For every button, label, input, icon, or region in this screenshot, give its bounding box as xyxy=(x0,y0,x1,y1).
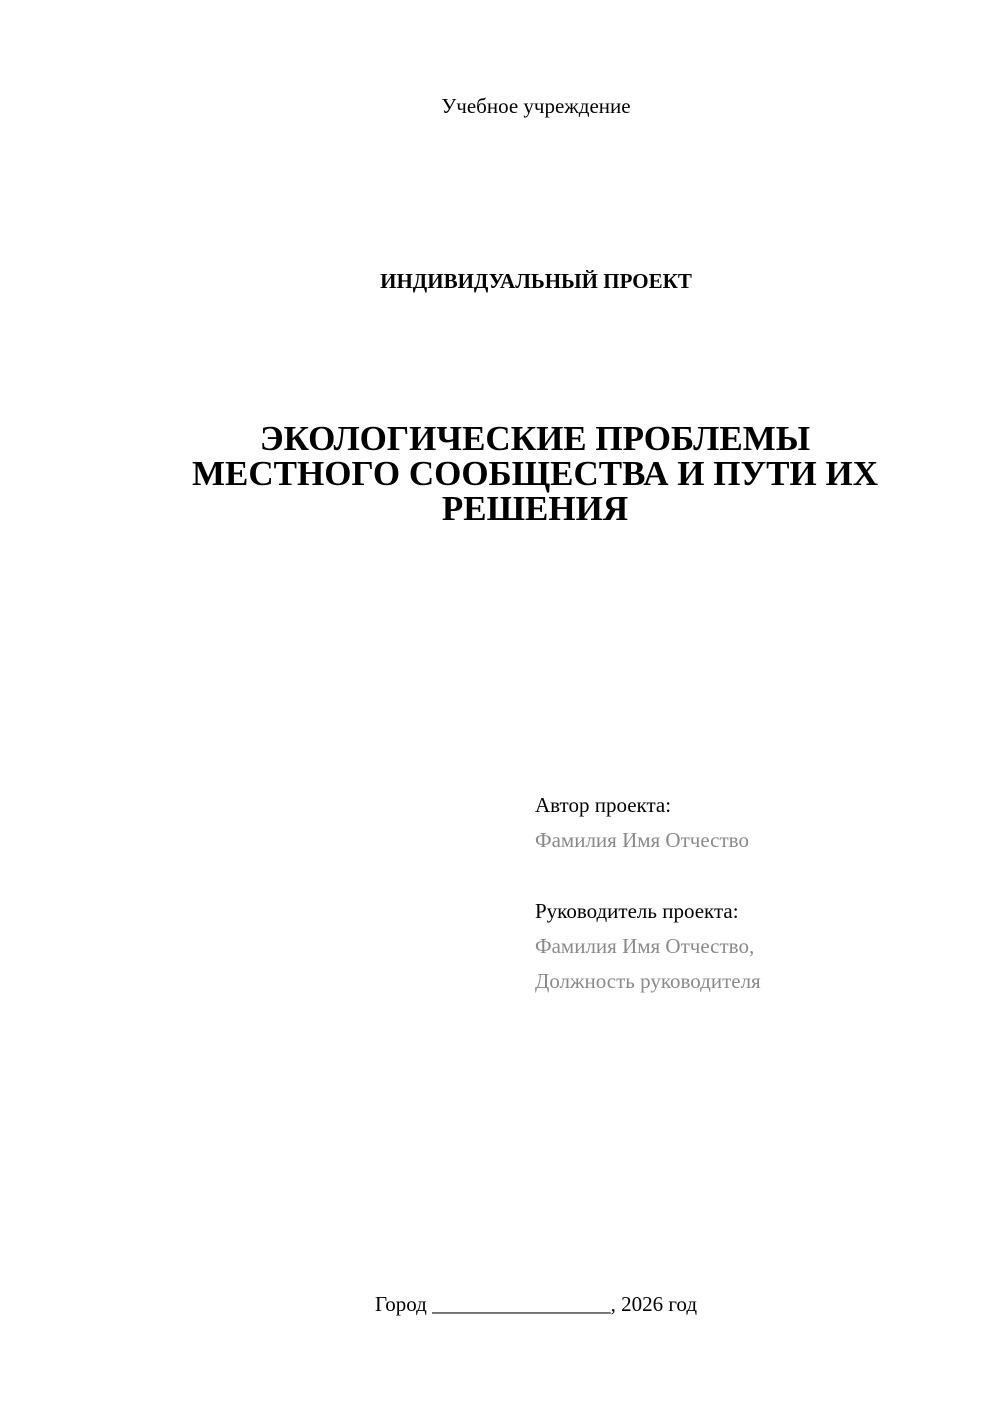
project-title-line: РЕШЕНИЯ xyxy=(441,489,629,528)
project-type-heading: ИНДИВИДУАЛЬНЫЙ ПРОЕКТ xyxy=(380,269,692,293)
credits-spacer xyxy=(535,858,975,894)
city-year-footer: Город _________________, 2026 год xyxy=(374,1292,698,1316)
project-title-line: МЕСТНОГО СООБЩЕСТВА И ПУТИ ИХ xyxy=(192,454,878,493)
institution-name: Учебное учреждение xyxy=(441,94,631,118)
author-label: Автор проекта: xyxy=(535,793,672,817)
project-credits xyxy=(535,788,975,999)
supervisor-label: Руководитель проекта: xyxy=(535,899,739,923)
supervisor-position: Должность руководителя xyxy=(535,969,761,993)
author-name: Фамилия Имя Отчество xyxy=(535,828,749,852)
supervisor-name: Фамилия Имя Отчество, xyxy=(535,934,755,958)
project-title-line: ЭКОЛОГИЧЕСКИЕ ПРОБЛЕМЫ xyxy=(259,419,811,458)
project-title xyxy=(120,421,950,526)
